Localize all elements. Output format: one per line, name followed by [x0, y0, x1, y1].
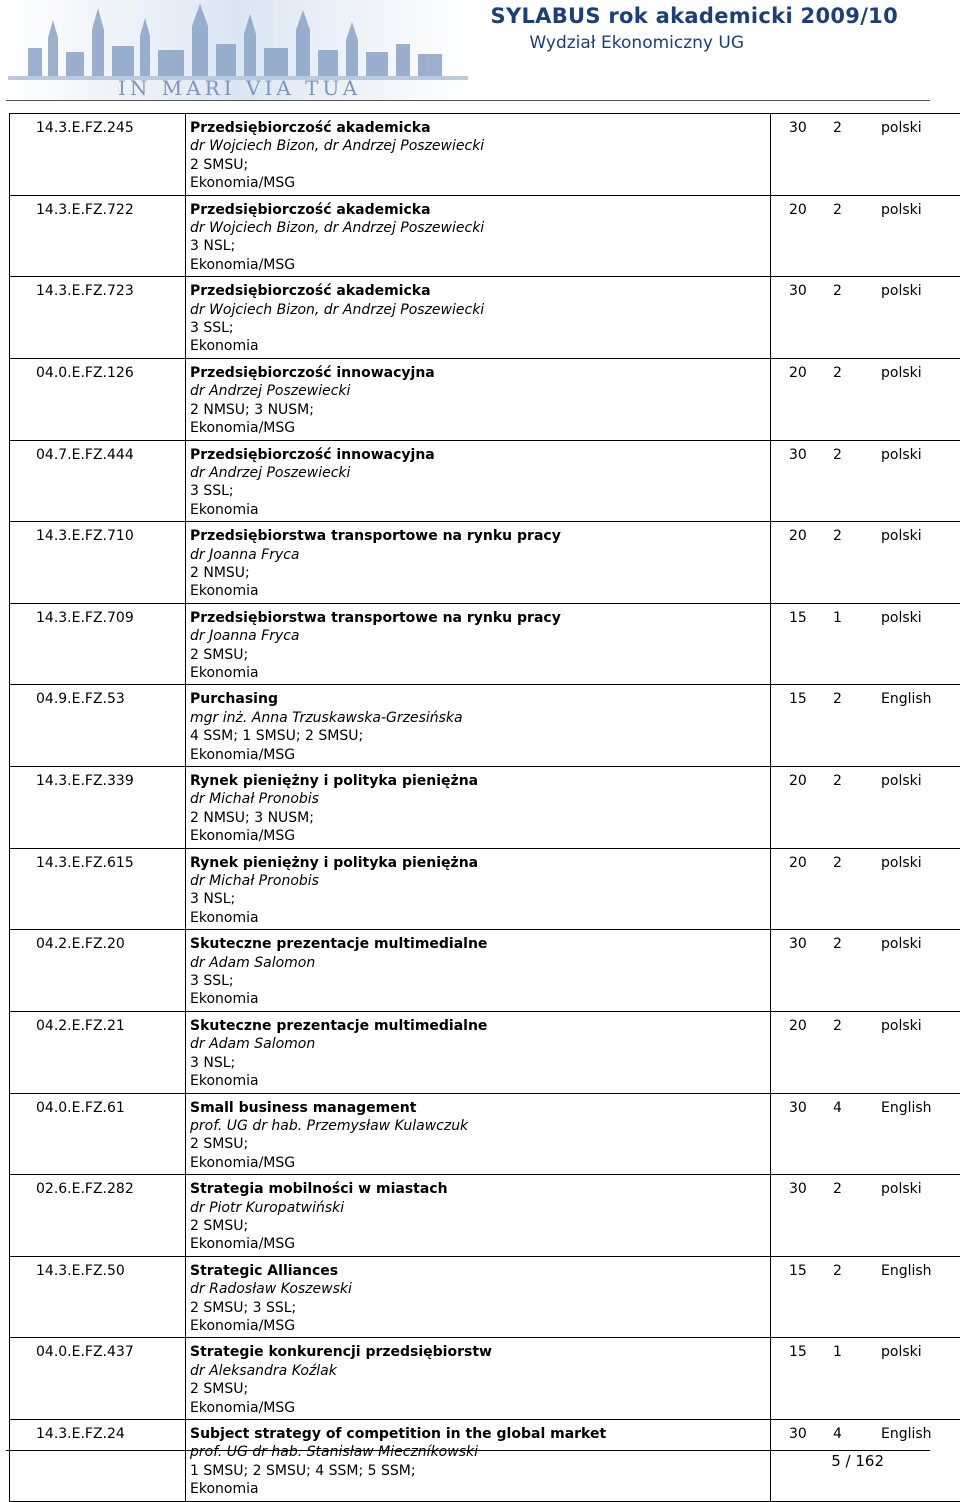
course-language: polski [881, 119, 922, 137]
course-lecturer: dr Andrzej Poszewiecki [190, 464, 766, 482]
course-hours: 30 [775, 446, 833, 464]
course-info [186, 1256, 771, 1338]
course-ects: 4 [833, 1099, 881, 1117]
course-department: Ekonomia [190, 1072, 766, 1090]
course-lecturer: dr Michał Pronobis [190, 872, 766, 890]
course-department: Ekonomia/MSG [190, 827, 766, 845]
course-row [10, 603, 960, 685]
course-info [186, 1093, 771, 1175]
course-meta [771, 1175, 960, 1257]
course-row [10, 767, 960, 849]
course-hours: 20 [775, 854, 833, 872]
course-ects: 2 [833, 690, 881, 708]
course-ects: 2 [833, 1180, 881, 1198]
course-info [186, 1338, 771, 1420]
course-ects: 1 [833, 609, 881, 627]
course-title: Przedsiębiorczość innowacyjna [190, 446, 766, 464]
course-code: 04.7.E.FZ.444 [10, 440, 186, 522]
course-row [10, 848, 960, 930]
course-meta [771, 440, 960, 522]
course-language: English [881, 1425, 932, 1443]
course-lecturer: dr Radosław Koszewski [190, 1280, 766, 1298]
course-ects: 2 [833, 527, 881, 545]
course-language: polski [881, 1180, 922, 1198]
course-info [186, 522, 771, 604]
course-title: Przedsiębiorstwa transportowe na rynku pracy [190, 527, 766, 545]
course-meta [771, 930, 960, 1012]
course-meta [771, 603, 960, 685]
course-department: Ekonomia/MSG [190, 746, 766, 764]
course-code: 14.3.E.FZ.710 [10, 522, 186, 604]
course-department: Ekonomia/MSG [190, 1154, 766, 1172]
course-hours: 15 [775, 690, 833, 708]
course-groups: 3 NSL; [190, 890, 766, 908]
course-hours: 30 [775, 282, 833, 300]
course-meta [771, 767, 960, 849]
course-language: English [881, 690, 932, 708]
course-ects: 2 [833, 446, 881, 464]
course-meta [771, 277, 960, 359]
course-row [10, 114, 960, 196]
course-row [10, 1256, 960, 1338]
course-hours: 15 [775, 1262, 833, 1280]
course-meta [771, 848, 960, 930]
course-meta [771, 1011, 960, 1093]
course-row [10, 1175, 960, 1257]
course-department: Ekonomia/MSG [190, 256, 766, 274]
course-hours: 20 [775, 772, 833, 790]
course-lecturer: dr Aleksandra Koźlak [190, 1362, 766, 1380]
course-ects: 2 [833, 935, 881, 953]
faculty-name: Wydział Ekonomiczny UG [529, 33, 744, 53]
course-language: English [881, 1262, 932, 1280]
course-info [186, 848, 771, 930]
course-department: Ekonomia [190, 337, 766, 355]
course-lecturer: dr Wojciech Bizon, dr Andrzej Poszewiecki [190, 219, 766, 237]
course-lecturer: dr Wojciech Bizon, dr Andrzej Poszewiecki [190, 137, 766, 155]
course-department: Ekonomia [190, 582, 766, 600]
course-row [10, 685, 960, 767]
course-info [186, 114, 771, 196]
course-department: Ekonomia/MSG [190, 1235, 766, 1253]
course-code: 04.0.E.FZ.126 [10, 358, 186, 440]
course-row [10, 277, 960, 359]
course-title: Skuteczne prezentacje multimedialne [190, 1017, 766, 1035]
course-lecturer: dr Joanna Fryca [190, 546, 766, 564]
course-department: Ekonomia [190, 1480, 766, 1498]
course-groups: 2 SMSU; [190, 1135, 766, 1153]
course-language: polski [881, 935, 922, 953]
course-lecturer: prof. UG dr hab. Stanisław Mieczníkowski [190, 1443, 766, 1461]
course-department: Ekonomia [190, 909, 766, 927]
course-title: Przedsiębiorczość akademicka [190, 119, 766, 137]
course-lecturer: dr Joanna Fryca [190, 627, 766, 645]
course-hours: 15 [775, 609, 833, 627]
course-row [10, 1093, 960, 1175]
course-department: Ekonomia/MSG [190, 174, 766, 192]
course-language: polski [881, 1343, 922, 1361]
course-groups: 2 SMSU; [190, 1380, 766, 1398]
course-title: Strategie konkurencji przedsiębiorstw [190, 1343, 766, 1361]
course-groups: 2 SMSU; 3 SSL; [190, 1299, 766, 1317]
course-info [186, 358, 771, 440]
course-code: 02.6.E.FZ.282 [10, 1175, 186, 1257]
course-title: Rynek pieniężny i polityka pieniężna [190, 854, 766, 872]
course-language: polski [881, 282, 922, 300]
course-lecturer: dr Adam Salomon [190, 1035, 766, 1053]
course-meta [771, 358, 960, 440]
city-skyline-logo [8, 0, 468, 100]
course-groups: 2 SMSU; [190, 156, 766, 174]
course-title: Strategic Alliances [190, 1262, 766, 1280]
course-language: English [881, 1099, 932, 1117]
course-info [186, 685, 771, 767]
course-table [9, 113, 960, 1502]
course-code: 14.3.E.FZ.245 [10, 114, 186, 196]
course-code: 04.0.E.FZ.61 [10, 1093, 186, 1175]
course-code: 14.3.E.FZ.723 [10, 277, 186, 359]
course-lecturer: dr Adam Salomon [190, 954, 766, 972]
course-info [186, 1420, 771, 1502]
course-code: 14.3.E.FZ.50 [10, 1256, 186, 1338]
course-title: Purchasing [190, 690, 766, 708]
course-lecturer: dr Michał Pronobis [190, 790, 766, 808]
course-info [186, 603, 771, 685]
course-meta [771, 1093, 960, 1175]
course-department: Ekonomia [190, 664, 766, 682]
course-department: Ekonomia/MSG [190, 1399, 766, 1417]
course-groups: 3 SSL; [190, 972, 766, 990]
course-ects: 1 [833, 1343, 881, 1361]
course-code: 04.0.E.FZ.437 [10, 1338, 186, 1420]
course-groups: 3 SSL; [190, 319, 766, 337]
course-groups: 1 SMSU; 2 SMSU; 4 SSM; 5 SSM; [190, 1462, 766, 1480]
course-groups: 3 NSL; [190, 237, 766, 255]
course-meta [771, 685, 960, 767]
course-ects: 4 [833, 1425, 881, 1443]
course-groups: 2 SMSU; [190, 646, 766, 664]
banner-motto: IN MARI VIA TUA [118, 76, 361, 100]
course-row [10, 1420, 960, 1502]
page-header [0, 0, 960, 104]
page-number: 5 / 162 [831, 1452, 884, 1470]
course-ects: 2 [833, 772, 881, 790]
course-department: Ekonomia [190, 501, 766, 519]
course-info [186, 1011, 771, 1093]
course-info [186, 277, 771, 359]
footer-divider [6, 1450, 930, 1451]
course-code: 14.3.E.FZ.709 [10, 603, 186, 685]
course-language: polski [881, 772, 922, 790]
course-ects: 2 [833, 854, 881, 872]
course-language: polski [881, 609, 922, 627]
course-title: Skuteczne prezentacje multimedialne [190, 935, 766, 953]
course-row [10, 358, 960, 440]
course-row [10, 522, 960, 604]
course-info [186, 440, 771, 522]
course-title: Subject strategy of competition in the global market [190, 1425, 766, 1443]
course-title: Przedsiębiorczość akademicka [190, 201, 766, 219]
course-code: 14.3.E.FZ.24 [10, 1420, 186, 1502]
course-groups: 2 SMSU; [190, 1217, 766, 1235]
course-title: Przedsiębiorczość akademicka [190, 282, 766, 300]
course-meta [771, 522, 960, 604]
course-meta [771, 114, 960, 196]
course-groups: 3 NSL; [190, 1054, 766, 1072]
course-info [186, 195, 771, 277]
course-lecturer: dr Wojciech Bizon, dr Andrzej Poszewiecki [190, 301, 766, 319]
course-hours: 30 [775, 935, 833, 953]
course-department: Ekonomia [190, 990, 766, 1008]
course-info [186, 930, 771, 1012]
document-title: SYLABUS rok akademicki 2009/10 [491, 4, 898, 28]
course-language: polski [881, 1017, 922, 1035]
course-language: polski [881, 201, 922, 219]
course-ects: 2 [833, 119, 881, 137]
course-groups: 2 NMSU; [190, 564, 766, 582]
course-code: 14.3.E.FZ.339 [10, 767, 186, 849]
course-language: polski [881, 446, 922, 464]
course-ects: 2 [833, 1262, 881, 1280]
course-code: 04.2.E.FZ.20 [10, 930, 186, 1012]
course-hours: 20 [775, 364, 833, 382]
course-row [10, 1011, 960, 1093]
course-row [10, 1338, 960, 1420]
course-ects: 2 [833, 1017, 881, 1035]
course-lecturer: dr Piotr Kuropatwiński [190, 1199, 766, 1217]
course-groups: 2 NMSU; 3 NUSM; [190, 809, 766, 827]
course-code: 04.2.E.FZ.21 [10, 1011, 186, 1093]
course-hours: 30 [775, 1425, 833, 1443]
course-groups: 4 SSM; 1 SMSU; 2 SMSU; [190, 727, 766, 745]
course-meta [771, 1338, 960, 1420]
course-code: 14.3.E.FZ.722 [10, 195, 186, 277]
course-title: Przedsiębiorstwa transportowe na rynku pracy [190, 609, 766, 627]
course-groups: 3 SSL; [190, 482, 766, 500]
course-hours: 20 [775, 527, 833, 545]
course-info [186, 1175, 771, 1257]
course-ects: 2 [833, 201, 881, 219]
course-hours: 30 [775, 1180, 833, 1198]
course-hours: 30 [775, 1099, 833, 1117]
course-hours: 20 [775, 1017, 833, 1035]
course-hours: 20 [775, 201, 833, 219]
course-language: polski [881, 527, 922, 545]
course-hours: 15 [775, 1343, 833, 1361]
course-department: Ekonomia/MSG [190, 1317, 766, 1335]
course-lecturer: mgr inż. Anna Trzuskawska-Grzesińska [190, 709, 766, 727]
course-meta [771, 195, 960, 277]
course-title: Przedsiębiorczość innowacyjna [190, 364, 766, 382]
course-row [10, 930, 960, 1012]
course-code: 14.3.E.FZ.615 [10, 848, 186, 930]
course-ects: 2 [833, 364, 881, 382]
course-title: Rynek pieniężny i polityka pieniężna [190, 772, 766, 790]
course-row [10, 440, 960, 522]
course-language: polski [881, 364, 922, 382]
course-title: Strategia mobilności w miastach [190, 1180, 766, 1198]
course-code: 04.9.E.FZ.53 [10, 685, 186, 767]
course-meta [771, 1256, 960, 1338]
header-divider [6, 100, 930, 101]
course-ects: 2 [833, 282, 881, 300]
course-groups: 2 NMSU; 3 NUSM; [190, 401, 766, 419]
course-hours: 30 [775, 119, 833, 137]
course-row [10, 195, 960, 277]
course-language: polski [881, 854, 922, 872]
course-department: Ekonomia/MSG [190, 419, 766, 437]
course-lecturer: dr Andrzej Poszewiecki [190, 382, 766, 400]
course-title: Small business management [190, 1099, 766, 1117]
course-lecturer: prof. UG dr hab. Przemysław Kulawczuk [190, 1117, 766, 1135]
course-info [186, 767, 771, 849]
